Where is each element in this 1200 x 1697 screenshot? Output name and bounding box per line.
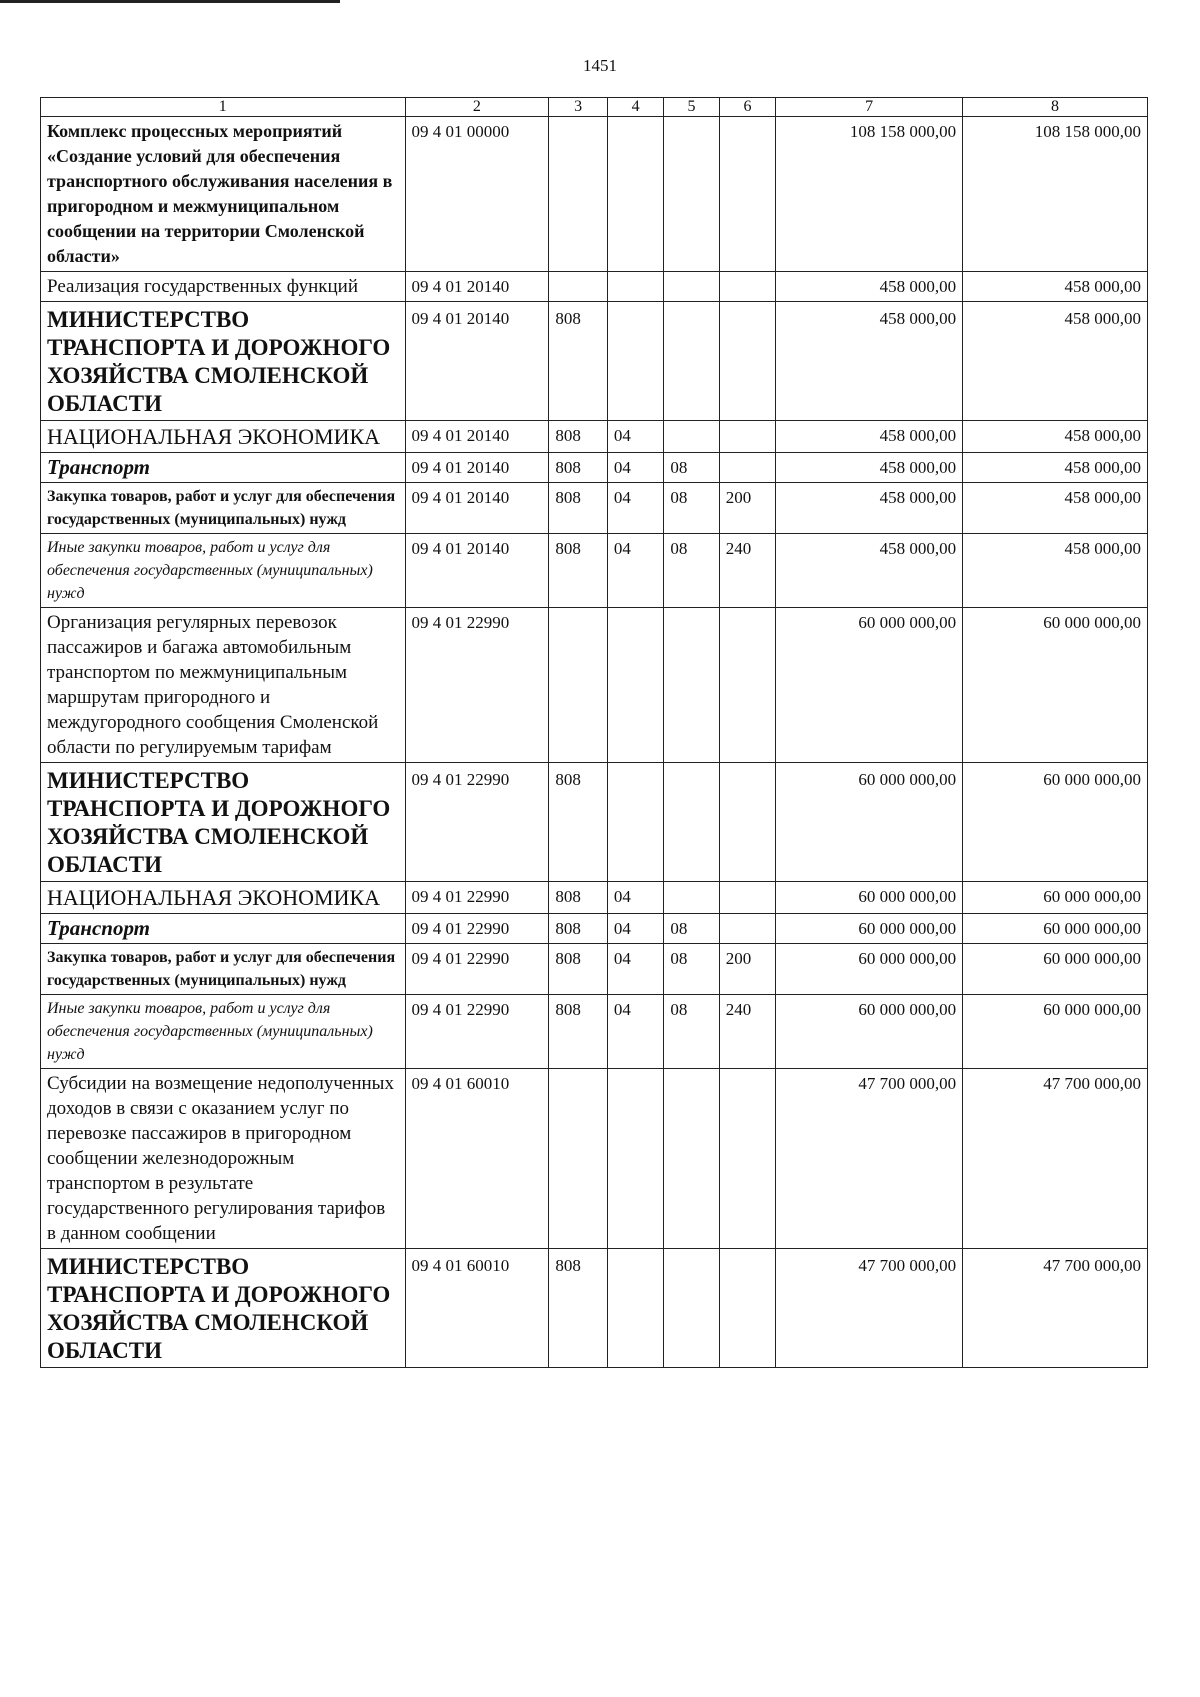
header-cell-7: 7 bbox=[776, 98, 963, 117]
column-4-cell bbox=[607, 302, 663, 421]
table-row bbox=[41, 1249, 1148, 1368]
column-6-cell bbox=[719, 1249, 775, 1368]
code-cell: 09 4 01 22990 bbox=[405, 608, 549, 763]
amount-cell-7: 60 000 000,00 bbox=[776, 763, 963, 882]
column-5-cell: 08 bbox=[664, 534, 719, 608]
code-cell: 09 4 01 60010 bbox=[405, 1069, 549, 1249]
amount-cell-7: 458 000,00 bbox=[776, 272, 963, 302]
header-row bbox=[41, 98, 1148, 117]
name-cell: НАЦИОНАЛЬНАЯ ЭКОНОМИКА bbox=[41, 882, 406, 914]
name-cell: Комплекс процессных мероприятий «Создание условий для обеспечения транспортного обслуживания населения в пригородном и межмуниципальном сообщении на территории Смоленской области» bbox=[41, 117, 406, 272]
column-6-cell: 240 bbox=[719, 995, 775, 1069]
column-5-cell: 08 bbox=[664, 914, 719, 944]
amount-cell-8: 458 000,00 bbox=[963, 534, 1148, 608]
code-cell: 09 4 01 20140 bbox=[405, 272, 549, 302]
name-cell: Реализация государственных функций bbox=[41, 272, 406, 302]
budget-table bbox=[40, 97, 1148, 1368]
code-cell: 09 4 01 22990 bbox=[405, 995, 549, 1069]
column-4-cell bbox=[607, 1069, 663, 1249]
amount-cell-8: 458 000,00 bbox=[963, 421, 1148, 453]
column-5-cell bbox=[664, 1069, 719, 1249]
name-cell: Иные закупки товаров, работ и услуг для обеспечения государственных (муниципальных) нужд bbox=[41, 534, 406, 608]
table-row bbox=[41, 117, 1148, 272]
code-cell: 09 4 01 20140 bbox=[405, 302, 549, 421]
amount-cell-7: 458 000,00 bbox=[776, 534, 963, 608]
amount-cell-7: 458 000,00 bbox=[776, 302, 963, 421]
column-5-cell: 08 bbox=[664, 995, 719, 1069]
amount-cell-7: 60 000 000,00 bbox=[776, 882, 963, 914]
name-cell: Организация регулярных перевозок пассажиров и багажа автомобильным транспортом по межмуниципальным маршрутам пригородного и междугородного сообщения Смоленской области по регулируемым тарифам bbox=[41, 608, 406, 763]
name-cell: Субсидии на возмещение недополученных доходов в связи с оказанием услуг по перевозке пассажиров в пригородном сообщении железнодорожным транспортом в результате государственного регулирования тарифов в данном сообщении bbox=[41, 1069, 406, 1249]
table-row bbox=[41, 914, 1148, 944]
column-4-cell bbox=[607, 608, 663, 763]
code-cell: 09 4 01 20140 bbox=[405, 534, 549, 608]
column-5-cell bbox=[664, 608, 719, 763]
column-4-cell: 04 bbox=[607, 995, 663, 1069]
code-cell: 09 4 01 60010 bbox=[405, 1249, 549, 1368]
amount-cell-7: 458 000,00 bbox=[776, 421, 963, 453]
column-5-cell: 08 bbox=[664, 483, 719, 534]
amount-cell-7: 60 000 000,00 bbox=[776, 944, 963, 995]
column-5-cell: 08 bbox=[664, 944, 719, 995]
code-cell: 09 4 01 22990 bbox=[405, 914, 549, 944]
table-body bbox=[41, 98, 1148, 1368]
table-row bbox=[41, 302, 1148, 421]
page-number: 1451 bbox=[583, 56, 617, 75]
table-row bbox=[41, 995, 1148, 1069]
name-cell: НАЦИОНАЛЬНАЯ ЭКОНОМИКА bbox=[41, 421, 406, 453]
table-row bbox=[41, 421, 1148, 453]
code-cell: 09 4 01 00000 bbox=[405, 117, 549, 272]
column-6-cell bbox=[719, 117, 775, 272]
code-cell: 09 4 01 20140 bbox=[405, 421, 549, 453]
name-cell: Транспорт bbox=[41, 453, 406, 483]
column-5-cell bbox=[664, 1249, 719, 1368]
column-6-cell: 200 bbox=[719, 944, 775, 995]
column-4-cell: 04 bbox=[607, 944, 663, 995]
column-3-cell: 808 bbox=[549, 453, 608, 483]
column-5-cell bbox=[664, 882, 719, 914]
column-3-cell bbox=[549, 608, 608, 763]
column-6-cell: 200 bbox=[719, 483, 775, 534]
column-6-cell bbox=[719, 882, 775, 914]
amount-cell-8: 458 000,00 bbox=[963, 453, 1148, 483]
name-cell: Закупка товаров, работ и услуг для обеспечения государственных (муниципальных) нужд bbox=[41, 483, 406, 534]
header-cell-6: 6 bbox=[719, 98, 775, 117]
column-4-cell: 04 bbox=[607, 483, 663, 534]
amount-cell-8: 108 158 000,00 bbox=[963, 117, 1148, 272]
table-row bbox=[41, 453, 1148, 483]
column-6-cell bbox=[719, 453, 775, 483]
table-row bbox=[41, 272, 1148, 302]
amount-cell-8: 60 000 000,00 bbox=[963, 944, 1148, 995]
amount-cell-7: 458 000,00 bbox=[776, 483, 963, 534]
amount-cell-8: 458 000,00 bbox=[963, 272, 1148, 302]
amount-cell-8: 458 000,00 bbox=[963, 302, 1148, 421]
column-3-cell bbox=[549, 272, 608, 302]
amount-cell-7: 47 700 000,00 bbox=[776, 1249, 963, 1368]
table-row bbox=[41, 944, 1148, 995]
table-row bbox=[41, 608, 1148, 763]
header-cell-3: 3 bbox=[549, 98, 608, 117]
code-cell: 09 4 01 22990 bbox=[405, 882, 549, 914]
amount-cell-7: 60 000 000,00 bbox=[776, 608, 963, 763]
column-6-cell bbox=[719, 763, 775, 882]
amount-cell-7: 60 000 000,00 bbox=[776, 995, 963, 1069]
table-row bbox=[41, 1069, 1148, 1249]
table-row bbox=[41, 534, 1148, 608]
amount-cell-8: 60 000 000,00 bbox=[963, 763, 1148, 882]
column-5-cell bbox=[664, 763, 719, 882]
column-3-cell: 808 bbox=[549, 1249, 608, 1368]
column-4-cell: 04 bbox=[607, 914, 663, 944]
column-3-cell bbox=[549, 1069, 608, 1249]
table-row bbox=[41, 882, 1148, 914]
column-6-cell: 240 bbox=[719, 534, 775, 608]
column-4-cell: 04 bbox=[607, 882, 663, 914]
column-6-cell bbox=[719, 608, 775, 763]
header-cell-2: 2 bbox=[405, 98, 549, 117]
amount-cell-8: 60 000 000,00 bbox=[963, 608, 1148, 763]
name-cell: МИНИСТЕРСТВО ТРАНСПОРТА И ДОРОЖНОГО ХОЗЯЙСТВА СМОЛЕНСКОЙ ОБЛАСТИ bbox=[41, 302, 406, 421]
header-cell-4: 4 bbox=[607, 98, 663, 117]
column-4-cell bbox=[607, 763, 663, 882]
column-3-cell: 808 bbox=[549, 995, 608, 1069]
amount-cell-8: 60 000 000,00 bbox=[963, 882, 1148, 914]
table-row bbox=[41, 763, 1148, 882]
column-5-cell: 08 bbox=[664, 453, 719, 483]
column-5-cell bbox=[664, 272, 719, 302]
column-3-cell: 808 bbox=[549, 302, 608, 421]
code-cell: 09 4 01 20140 bbox=[405, 453, 549, 483]
column-4-cell bbox=[607, 1249, 663, 1368]
top-rule bbox=[0, 0, 340, 3]
name-cell: Иные закупки товаров, работ и услуг для обеспечения государственных (муниципальных) нужд bbox=[41, 995, 406, 1069]
column-6-cell bbox=[719, 1069, 775, 1249]
column-3-cell: 808 bbox=[549, 483, 608, 534]
column-3-cell: 808 bbox=[549, 882, 608, 914]
column-5-cell bbox=[664, 117, 719, 272]
column-4-cell: 04 bbox=[607, 534, 663, 608]
amount-cell-7: 47 700 000,00 bbox=[776, 1069, 963, 1249]
amount-cell-7: 108 158 000,00 bbox=[776, 117, 963, 272]
amount-cell-7: 458 000,00 bbox=[776, 453, 963, 483]
code-cell: 09 4 01 20140 bbox=[405, 483, 549, 534]
amount-cell-8: 47 700 000,00 bbox=[963, 1249, 1148, 1368]
column-3-cell: 808 bbox=[549, 914, 608, 944]
column-3-cell: 808 bbox=[549, 763, 608, 882]
name-cell: Закупка товаров, работ и услуг для обеспечения государственных (муниципальных) нужд bbox=[41, 944, 406, 995]
code-cell: 09 4 01 22990 bbox=[405, 944, 549, 995]
amount-cell-8: 458 000,00 bbox=[963, 483, 1148, 534]
column-4-cell: 04 bbox=[607, 421, 663, 453]
header-cell-5: 5 bbox=[664, 98, 719, 117]
code-cell: 09 4 01 22990 bbox=[405, 763, 549, 882]
header-cell-1: 1 bbox=[41, 98, 406, 117]
column-3-cell: 808 bbox=[549, 534, 608, 608]
column-6-cell bbox=[719, 421, 775, 453]
amount-cell-8: 47 700 000,00 bbox=[963, 1069, 1148, 1249]
column-5-cell bbox=[664, 421, 719, 453]
column-5-cell bbox=[664, 302, 719, 421]
name-cell: МИНИСТЕРСТВО ТРАНСПОРТА И ДОРОЖНОГО ХОЗЯЙСТВА СМОЛЕНСКОЙ ОБЛАСТИ bbox=[41, 763, 406, 882]
column-3-cell bbox=[549, 117, 608, 272]
header-cell-8: 8 bbox=[963, 98, 1148, 117]
column-6-cell bbox=[719, 914, 775, 944]
column-6-cell bbox=[719, 302, 775, 421]
table-row bbox=[41, 483, 1148, 534]
name-cell: Транспорт bbox=[41, 914, 406, 944]
column-3-cell: 808 bbox=[549, 421, 608, 453]
column-4-cell bbox=[607, 272, 663, 302]
column-4-cell: 04 bbox=[607, 453, 663, 483]
column-3-cell: 808 bbox=[549, 944, 608, 995]
amount-cell-8: 60 000 000,00 bbox=[963, 995, 1148, 1069]
amount-cell-7: 60 000 000,00 bbox=[776, 914, 963, 944]
column-4-cell bbox=[607, 117, 663, 272]
column-6-cell bbox=[719, 272, 775, 302]
name-cell: МИНИСТЕРСТВО ТРАНСПОРТА И ДОРОЖНОГО ХОЗЯЙСТВА СМОЛЕНСКОЙ ОБЛАСТИ bbox=[41, 1249, 406, 1368]
amount-cell-8: 60 000 000,00 bbox=[963, 914, 1148, 944]
